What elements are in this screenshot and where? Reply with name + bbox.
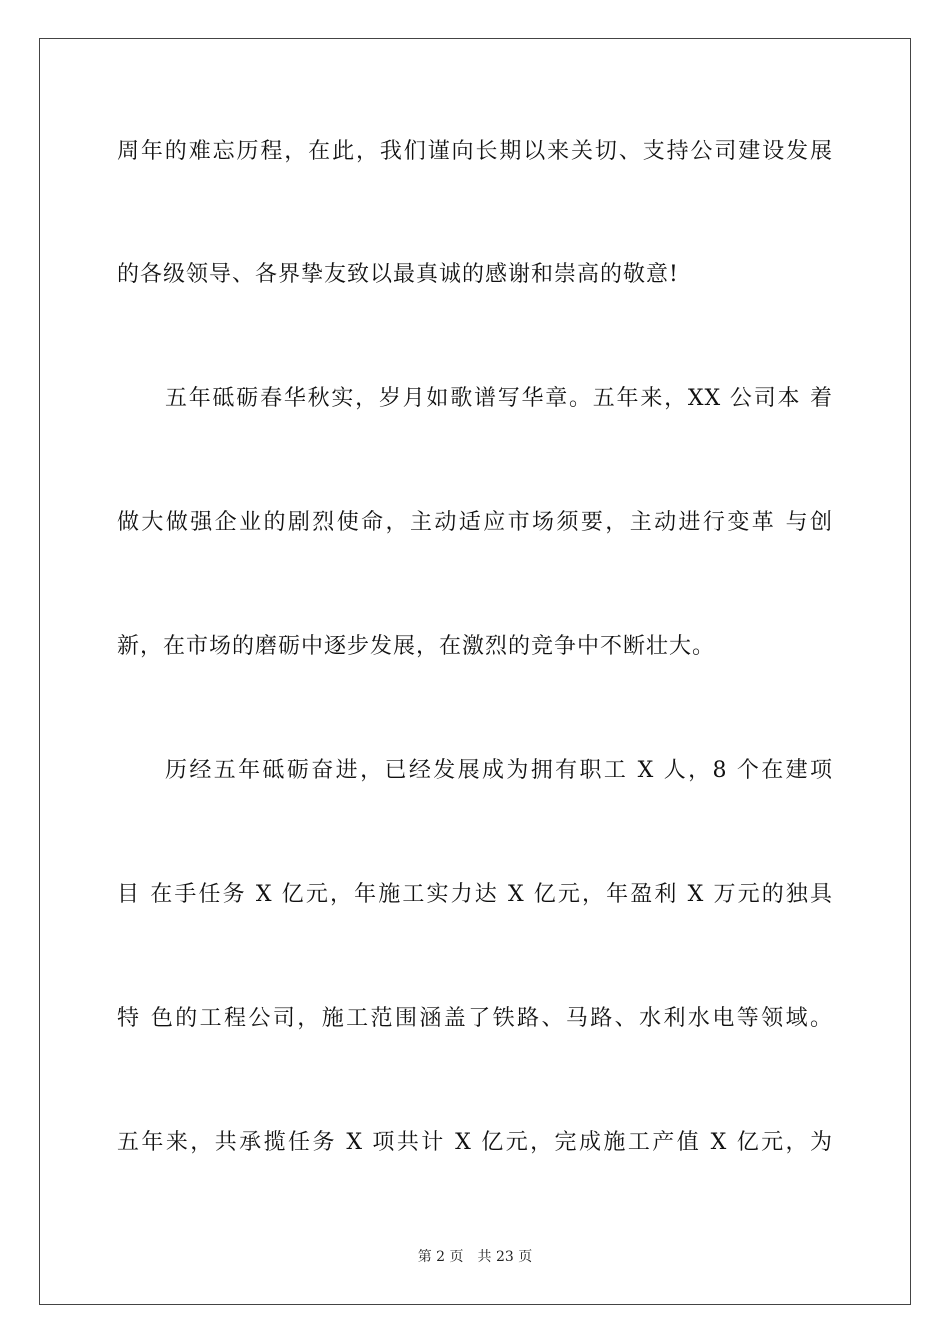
- page-number: 第 2 页: [417, 1249, 464, 1265]
- paragraph-first-line: 五年砥砺春华秋实，岁月如歌谱写华章。五年来，XX 公司本 着: [165, 386, 833, 411]
- body-text-line: 的各级领导、各界挚友致以最真诚的感谢和崇高的敬意!: [117, 262, 679, 287]
- body-text-line: 目 在手任务 X 亿元，年施工实力达 X 亿元，年盈利 X 万元的独具: [117, 882, 833, 907]
- paragraph-first-line: 历经五年砥砺奋进，已经发展成为拥有职工 X 人，8 个在建项: [165, 758, 833, 783]
- body-text-line: 做大做强企业的剧烈使命，主动适应市场须要，主动进行变革 与创: [117, 510, 833, 535]
- body-text-line: 新，在市场的磨砺中逐步发展，在激烈的竞争中不断壮大。: [117, 634, 716, 659]
- page-border: [39, 38, 911, 1305]
- body-text-line: 特 色的工程公司，施工范围涵盖了铁路、马路、水利水电等领域。: [117, 1006, 833, 1031]
- body-text-line: 五年来，共承揽任务 X 项共计 X 亿元，完成施工产值 X 亿元，为: [117, 1130, 833, 1155]
- page-footer: [0, 1248, 950, 1266]
- page-total: 共 23 页: [477, 1249, 533, 1265]
- body-text-line: 周年的难忘历程，在此，我们谨向长期以来关切、支持公司建设发展: [117, 139, 833, 164]
